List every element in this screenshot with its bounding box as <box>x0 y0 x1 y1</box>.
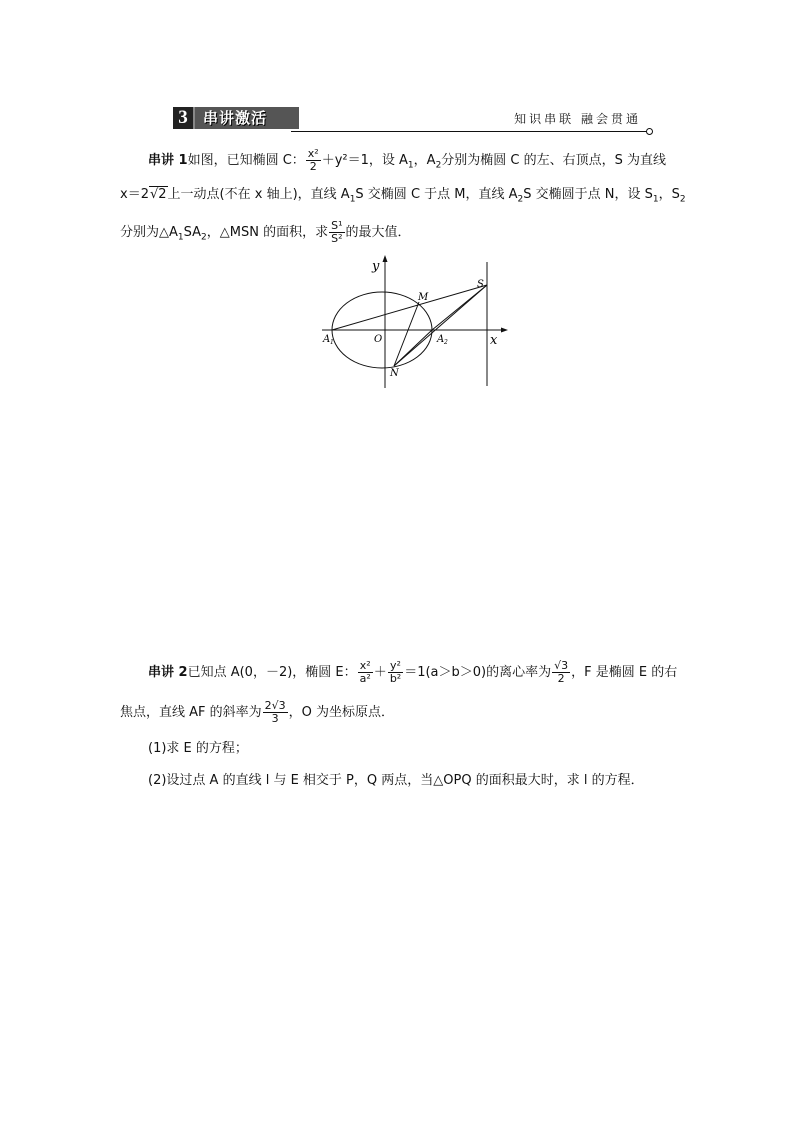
problem2-line2 <box>120 700 394 725</box>
fraction-numerator: x² <box>307 147 319 160</box>
line-m-n <box>394 302 419 366</box>
text: ＋y²＝1，设 A <box>321 153 408 168</box>
problem2-question2: (2)设过点 A 的直线 l 与 E 相交于 P，Q 两点，当△OPQ 的面积最大时，求 l 的方程． <box>148 773 644 788</box>
y-axis-arrow <box>383 255 388 262</box>
section-number: 3 <box>173 107 195 129</box>
section-motto: 知识串联 融会贯通 <box>514 112 641 126</box>
subscript: 2 <box>201 232 207 243</box>
fraction-denominator: 2 <box>557 672 565 685</box>
fraction-denominator: 2 <box>309 160 317 173</box>
label-a2: A <box>437 334 445 345</box>
text: x＝2 <box>120 187 149 202</box>
fraction-denominator: 3 <box>271 712 279 725</box>
problem2-question1: (1)求 E 的方程； <box>148 741 248 756</box>
subscript: 1 <box>177 232 184 243</box>
fraction-numerator: √3 <box>554 659 569 672</box>
text: 分别为△A <box>120 225 178 240</box>
problem1-label: 串讲 1 <box>148 153 188 168</box>
label-origin: O <box>374 334 383 345</box>
problem2-line1 <box>148 660 677 685</box>
label-a1-sub: 1 <box>330 339 334 346</box>
problem1-line3 <box>120 220 411 247</box>
text: S 交椭圆于点 N，设 S <box>523 187 653 202</box>
fraction-numerator: 2√3 <box>264 699 286 712</box>
label-y: y <box>372 259 380 274</box>
subscript: 2 <box>679 194 686 205</box>
fraction <box>306 148 321 173</box>
label-s: S <box>477 279 484 290</box>
text: ＋ <box>373 665 387 680</box>
label-x: x <box>490 333 498 348</box>
text: ，S <box>658 187 680 202</box>
header-rule <box>291 131 649 132</box>
subscript: 2 <box>435 160 442 171</box>
x-axis-arrow <box>501 328 508 333</box>
fraction-denominator: S² <box>331 232 343 245</box>
subscript: 1 <box>652 194 659 205</box>
fraction <box>358 660 373 685</box>
subscript: 1 <box>407 160 414 171</box>
subscript: 2 <box>517 194 524 205</box>
label-a2-sub: 2 <box>444 339 448 346</box>
section-title: 串讲激活 <box>195 107 299 129</box>
fraction-numerator: S¹ <box>331 219 343 232</box>
text: 已知点 A(0，－2)，椭圆 E： <box>187 665 357 680</box>
sqrt: √2 <box>149 187 167 202</box>
problem1-line1 <box>148 148 666 175</box>
fraction-numerator: y² <box>388 660 403 673</box>
problem2-label: 串讲 2 <box>148 665 188 680</box>
subscript: 1 <box>349 194 356 205</box>
text: 上一动点(不在 x 轴上)，直线 A <box>167 187 350 202</box>
text: S 交椭圆 C 于点 M，直线 A <box>355 187 518 202</box>
sqrt-radicand: 2 <box>158 187 167 202</box>
fraction <box>552 660 570 685</box>
text: 焦点，直线 AF 的斜率为 <box>120 705 262 720</box>
text: 分别为椭圆 C 的左、右顶点，S 为直线 <box>441 153 667 168</box>
fraction <box>329 220 344 245</box>
text: 如图，已知椭圆 C： <box>187 153 305 168</box>
section-header <box>173 107 655 135</box>
fraction-denominator: a² <box>359 672 371 685</box>
text: ，O 为坐标原点． <box>288 705 395 720</box>
label-a1: A <box>323 334 331 345</box>
fraction-numerator: x² <box>358 660 373 673</box>
text: ，△MSN 的面积，求 <box>206 225 329 240</box>
header-rule-end-dot <box>646 128 653 135</box>
ellipse-figure <box>320 252 520 392</box>
fraction <box>388 660 403 685</box>
text: ，F 是椭圆 E 的右 <box>571 665 678 680</box>
fraction <box>263 700 288 725</box>
fraction-denominator: b² <box>389 672 402 685</box>
label-n: N <box>390 368 399 379</box>
text: SA <box>183 225 202 240</box>
text: ＝1(a＞b＞0)的离心率为 <box>404 665 552 680</box>
text: ，A <box>413 153 436 168</box>
line-a1-s <box>332 285 487 330</box>
label-m: M <box>418 292 429 303</box>
problem1-line2 <box>120 186 686 209</box>
text: 的最大值． <box>345 225 411 240</box>
